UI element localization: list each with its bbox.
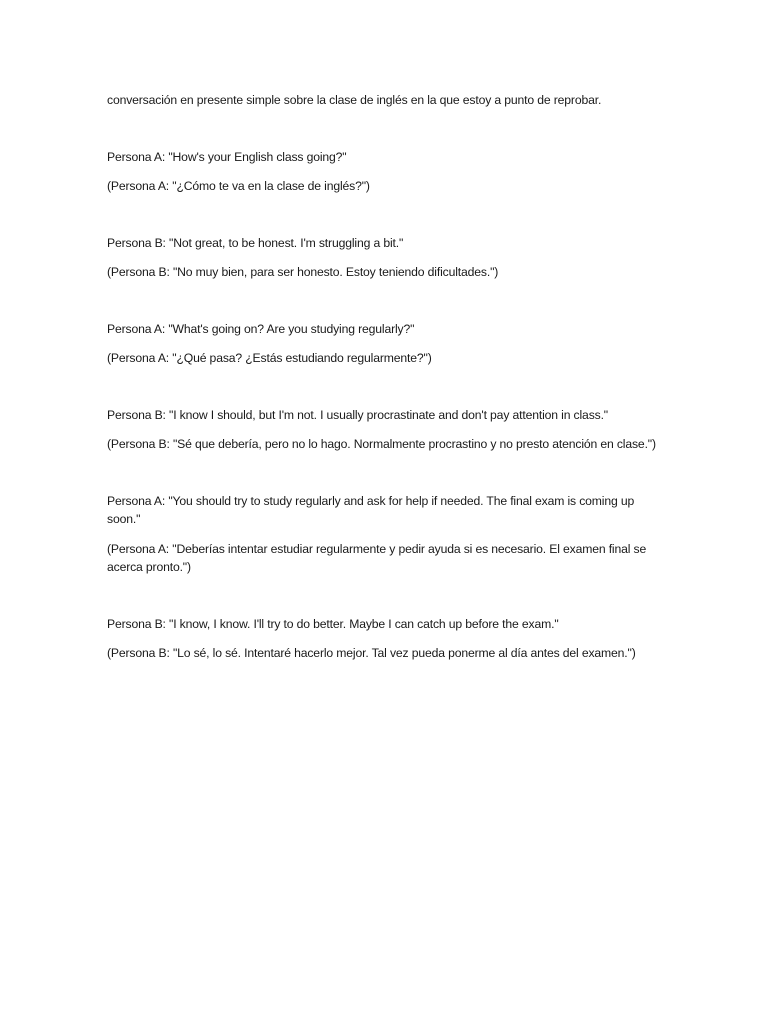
dialogue-line-english: Persona A: "How's your English class going?" (107, 149, 347, 164)
exchange-3 (107, 320, 663, 368)
dialogue-line-english: Persona B: "Not great, to be honest. I'm struggling a bit." (107, 235, 404, 250)
intro-paragraph: conversación en presente simple sobre la clase de inglés en la que estoy a punto de reprobar. (107, 93, 602, 107)
dialogue-line-spanish: (Persona A: "Deberías intentar estudiar regularmente y pedir ayuda si es necesario. El examen final se acerca pronto.") (107, 541, 647, 574)
dialogue-line-spanish: (Persona B: "No muy bien, para ser honesto. Estoy teniendo dificultades.") (107, 265, 499, 279)
dialogue-line-english: Persona A: "You should try to study regularly and ask for help if needed. The final exam is coming up soon." (107, 493, 635, 526)
dialogue-line-spanish: (Persona A: "¿Qué pasa? ¿Estás estudiando regularmente?") (107, 351, 432, 365)
dialogue-line-spanish: (Persona B: "Sé que debería, pero no lo hago. Normalmente procrastino y no presto atención en clase.") (107, 437, 656, 451)
exchange-1 (107, 148, 663, 196)
dialogue-line-spanish: (Persona A: "¿Cómo te va en la clase de inglés?") (107, 179, 370, 193)
dialogue-line-english: Persona B: "I know I should, but I'm not. I usually procrastinate and don't pay attention in class." (107, 407, 608, 422)
exchange-6 (107, 615, 663, 663)
exchange-2 (107, 234, 663, 282)
dialogue-line-english: Persona B: "I know, I know. I'll try to do better. Maybe I can catch up before the exam." (107, 616, 559, 631)
dialogue-line-spanish: (Persona B: "Lo sé, lo sé. Intentaré hacerlo mejor. Tal vez pueda ponerme al día antes del examen.") (107, 646, 636, 660)
dialogue-line-english: Persona A: "What's going on? Are you studying regularly?" (107, 321, 415, 336)
exchange-4 (107, 406, 663, 454)
exchange-5 (107, 492, 663, 577)
document-body (107, 91, 663, 701)
